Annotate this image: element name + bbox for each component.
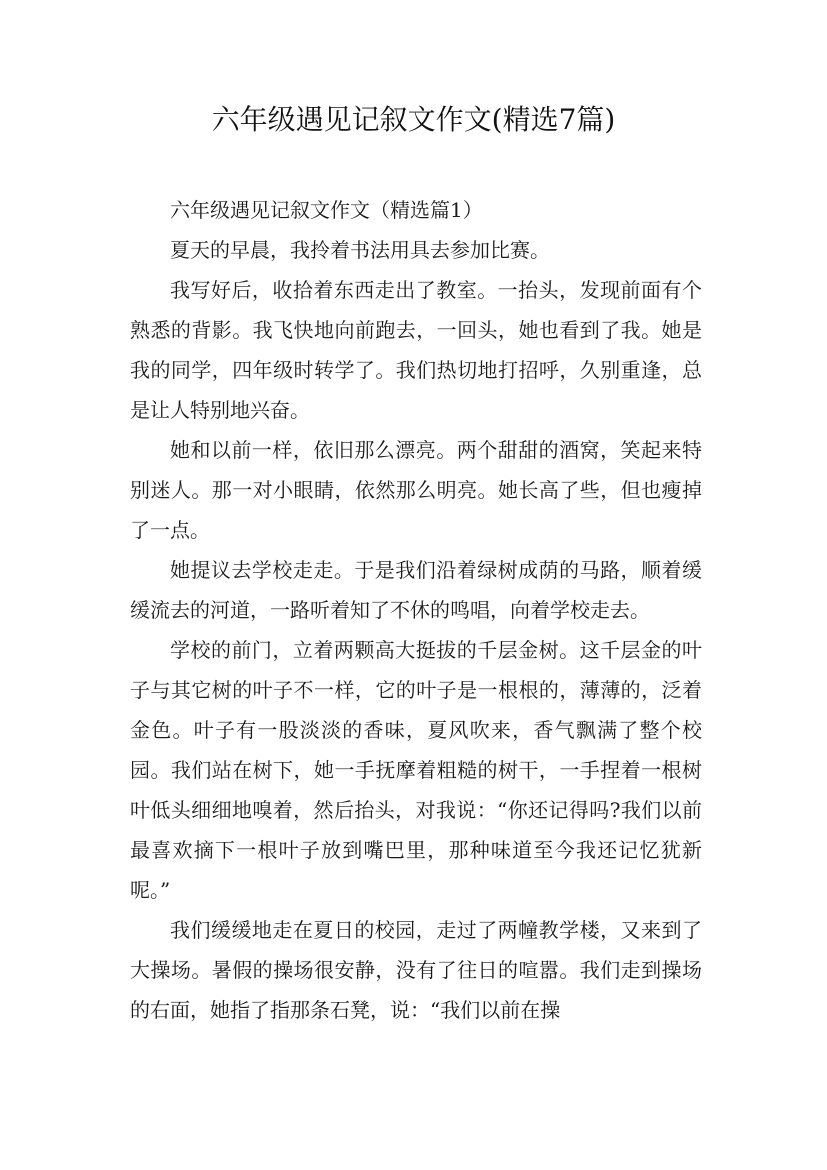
paragraph: 我写好后，收拾着东西走出了教室。一抬头，发现前面有个熟悉的背影。我飞快地向前跑去，一回头，她也看到了我。她是我的同学，四年级时转学了。我们热切地打招呼，久别重逢，总是让人特别地兴奋。 xyxy=(130,278,702,422)
paragraph: 她提议去学校走走。于是我们沿着绿树成荫的马路，顺着缓缓流去的河道，一路听着知了不休的鸣唱，向着学校走去。 xyxy=(130,558,702,622)
paragraph: 夏天的早晨，我拎着书法用具去参加比赛。 xyxy=(170,238,550,262)
paragraph: 她和以前一样，依旧那么漂亮。两个甜甜的酒窝，笑起来特别迷人。那一对小眼睛，依然那么明亮。她长高了些，但也瘦掉了一点。 xyxy=(130,438,702,542)
document-body xyxy=(130,190,702,1030)
section-heading: 六年级遇见记叙文作文（精选篇1） xyxy=(170,198,483,222)
document-title: 六年级遇见记叙文作文(精选7篇) xyxy=(211,103,616,136)
paragraph: 学校的前门，立着两颗高大挺拔的千层金树。这千层金的叶子与其它树的叶子不一样，它的叶子是一根根的，薄薄的，泛着金色。叶子有一股淡淡的香味，夏风吹来，香气飘满了整个校园。我们站在树下，她一手抚摩着粗糙的树干，一手捏着一根树叶低头细细地嗅着，然后抬头，对我说：“你还记得吗?我们以前最喜欢摘下一根叶子放到嘴巴里，那种味道至今我还记忆犹新呢。” xyxy=(130,638,702,902)
paragraph: 我们缓缓地走在夏日的校园，走过了两幢教学楼，又来到了大操场。暑假的操场很安静，没有了往日的喧嚣。我们走到操场的右面，她指了指那条石凳，说：“我们以前在操 xyxy=(130,918,702,1022)
